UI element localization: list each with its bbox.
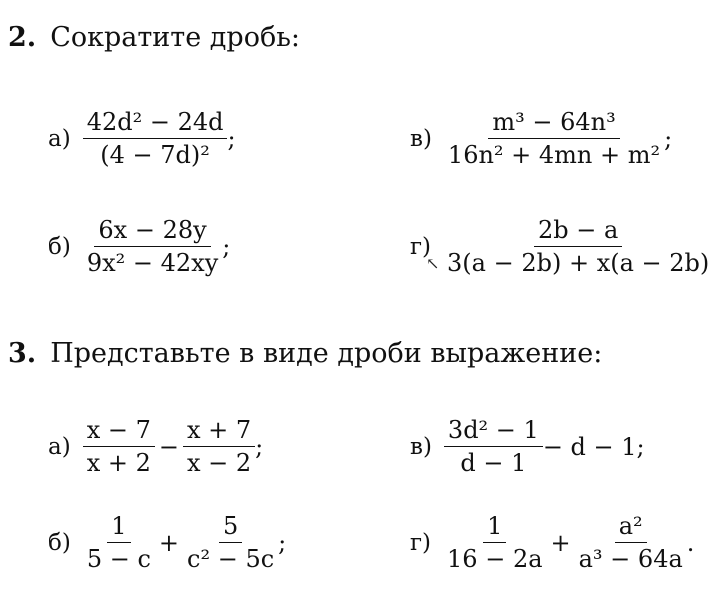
fraction (83, 214, 222, 279)
problem-2b (48, 214, 230, 279)
denominator: 5 − c (86, 545, 151, 573)
fraction (83, 106, 228, 171)
numerator: 5 (219, 510, 242, 543)
denominator: 9x² − 42xy (86, 249, 219, 277)
numerator: 2b − a (534, 214, 622, 247)
fraction (444, 106, 664, 171)
numerator: a² (615, 510, 647, 543)
denominator: 16 − 2a (447, 545, 543, 573)
fraction (183, 510, 278, 575)
punctuation: . (686, 528, 695, 557)
denominator: c² − 5c (187, 545, 275, 573)
operator: − (158, 432, 179, 461)
fraction (443, 510, 546, 575)
denominator: a³ − 64a (578, 545, 683, 573)
fraction (83, 510, 155, 575)
expression-tail: − d − 1; (542, 432, 645, 461)
fraction (575, 510, 687, 575)
numerator: 3d² − 1 (444, 414, 543, 447)
section-3-heading (8, 338, 602, 369)
numerator: 1 (483, 510, 506, 543)
problem-label: а) (48, 125, 71, 152)
problem-3g (410, 510, 694, 575)
problem-3v (410, 414, 645, 479)
problem-label: г) (410, 233, 432, 260)
punctuation: ; (664, 124, 673, 153)
problem-2g (410, 214, 713, 279)
fraction (183, 414, 255, 479)
numerator: x + 7 (183, 414, 255, 447)
denominator: x − 2 (186, 449, 252, 477)
section-2-number: 2. (8, 22, 37, 53)
problem-label: а) (48, 433, 71, 460)
operator: + (158, 528, 180, 557)
denominator: d − 1 (460, 449, 527, 477)
denominator: x + 2 (86, 449, 151, 477)
punctuation: ; (222, 232, 231, 261)
punctuation: ; (227, 124, 236, 153)
problem-label: г) (410, 529, 432, 556)
section-3-number: 3. (8, 338, 37, 369)
numerator: 6x − 28y (94, 214, 210, 247)
operator: + (550, 528, 571, 557)
problem-label: в) (410, 433, 432, 460)
fraction (444, 414, 543, 479)
denominator: 3(a − 2b) + x(a − 2b) (447, 249, 710, 277)
denominator: 16n² + 4mn + m² (447, 141, 661, 169)
problem-2v (410, 106, 672, 171)
numerator: m³ − 64n³ (488, 106, 619, 139)
problem-3b (48, 510, 286, 575)
problem-label: в) (410, 125, 432, 152)
numerator: 1 (107, 510, 130, 543)
punctuation: ; (255, 432, 264, 461)
problem-3a (48, 414, 263, 479)
section-2-title: Сократите дробь: (50, 22, 301, 53)
section-3-title: Представьте в виде дроби выражение: (50, 338, 603, 369)
numerator: x − 7 (83, 414, 155, 447)
mouse-pointer-icon: ↖ (426, 254, 440, 273)
section-2-heading (8, 22, 300, 53)
numerator: 42d² − 24d (83, 106, 228, 139)
problem-label: б) (48, 529, 71, 556)
fraction (83, 414, 155, 479)
fraction (443, 214, 713, 279)
punctuation: ; (278, 528, 287, 557)
problem-label: б) (48, 233, 71, 260)
denominator: (4 − 7d)² (100, 141, 210, 169)
problem-2a (48, 106, 236, 171)
